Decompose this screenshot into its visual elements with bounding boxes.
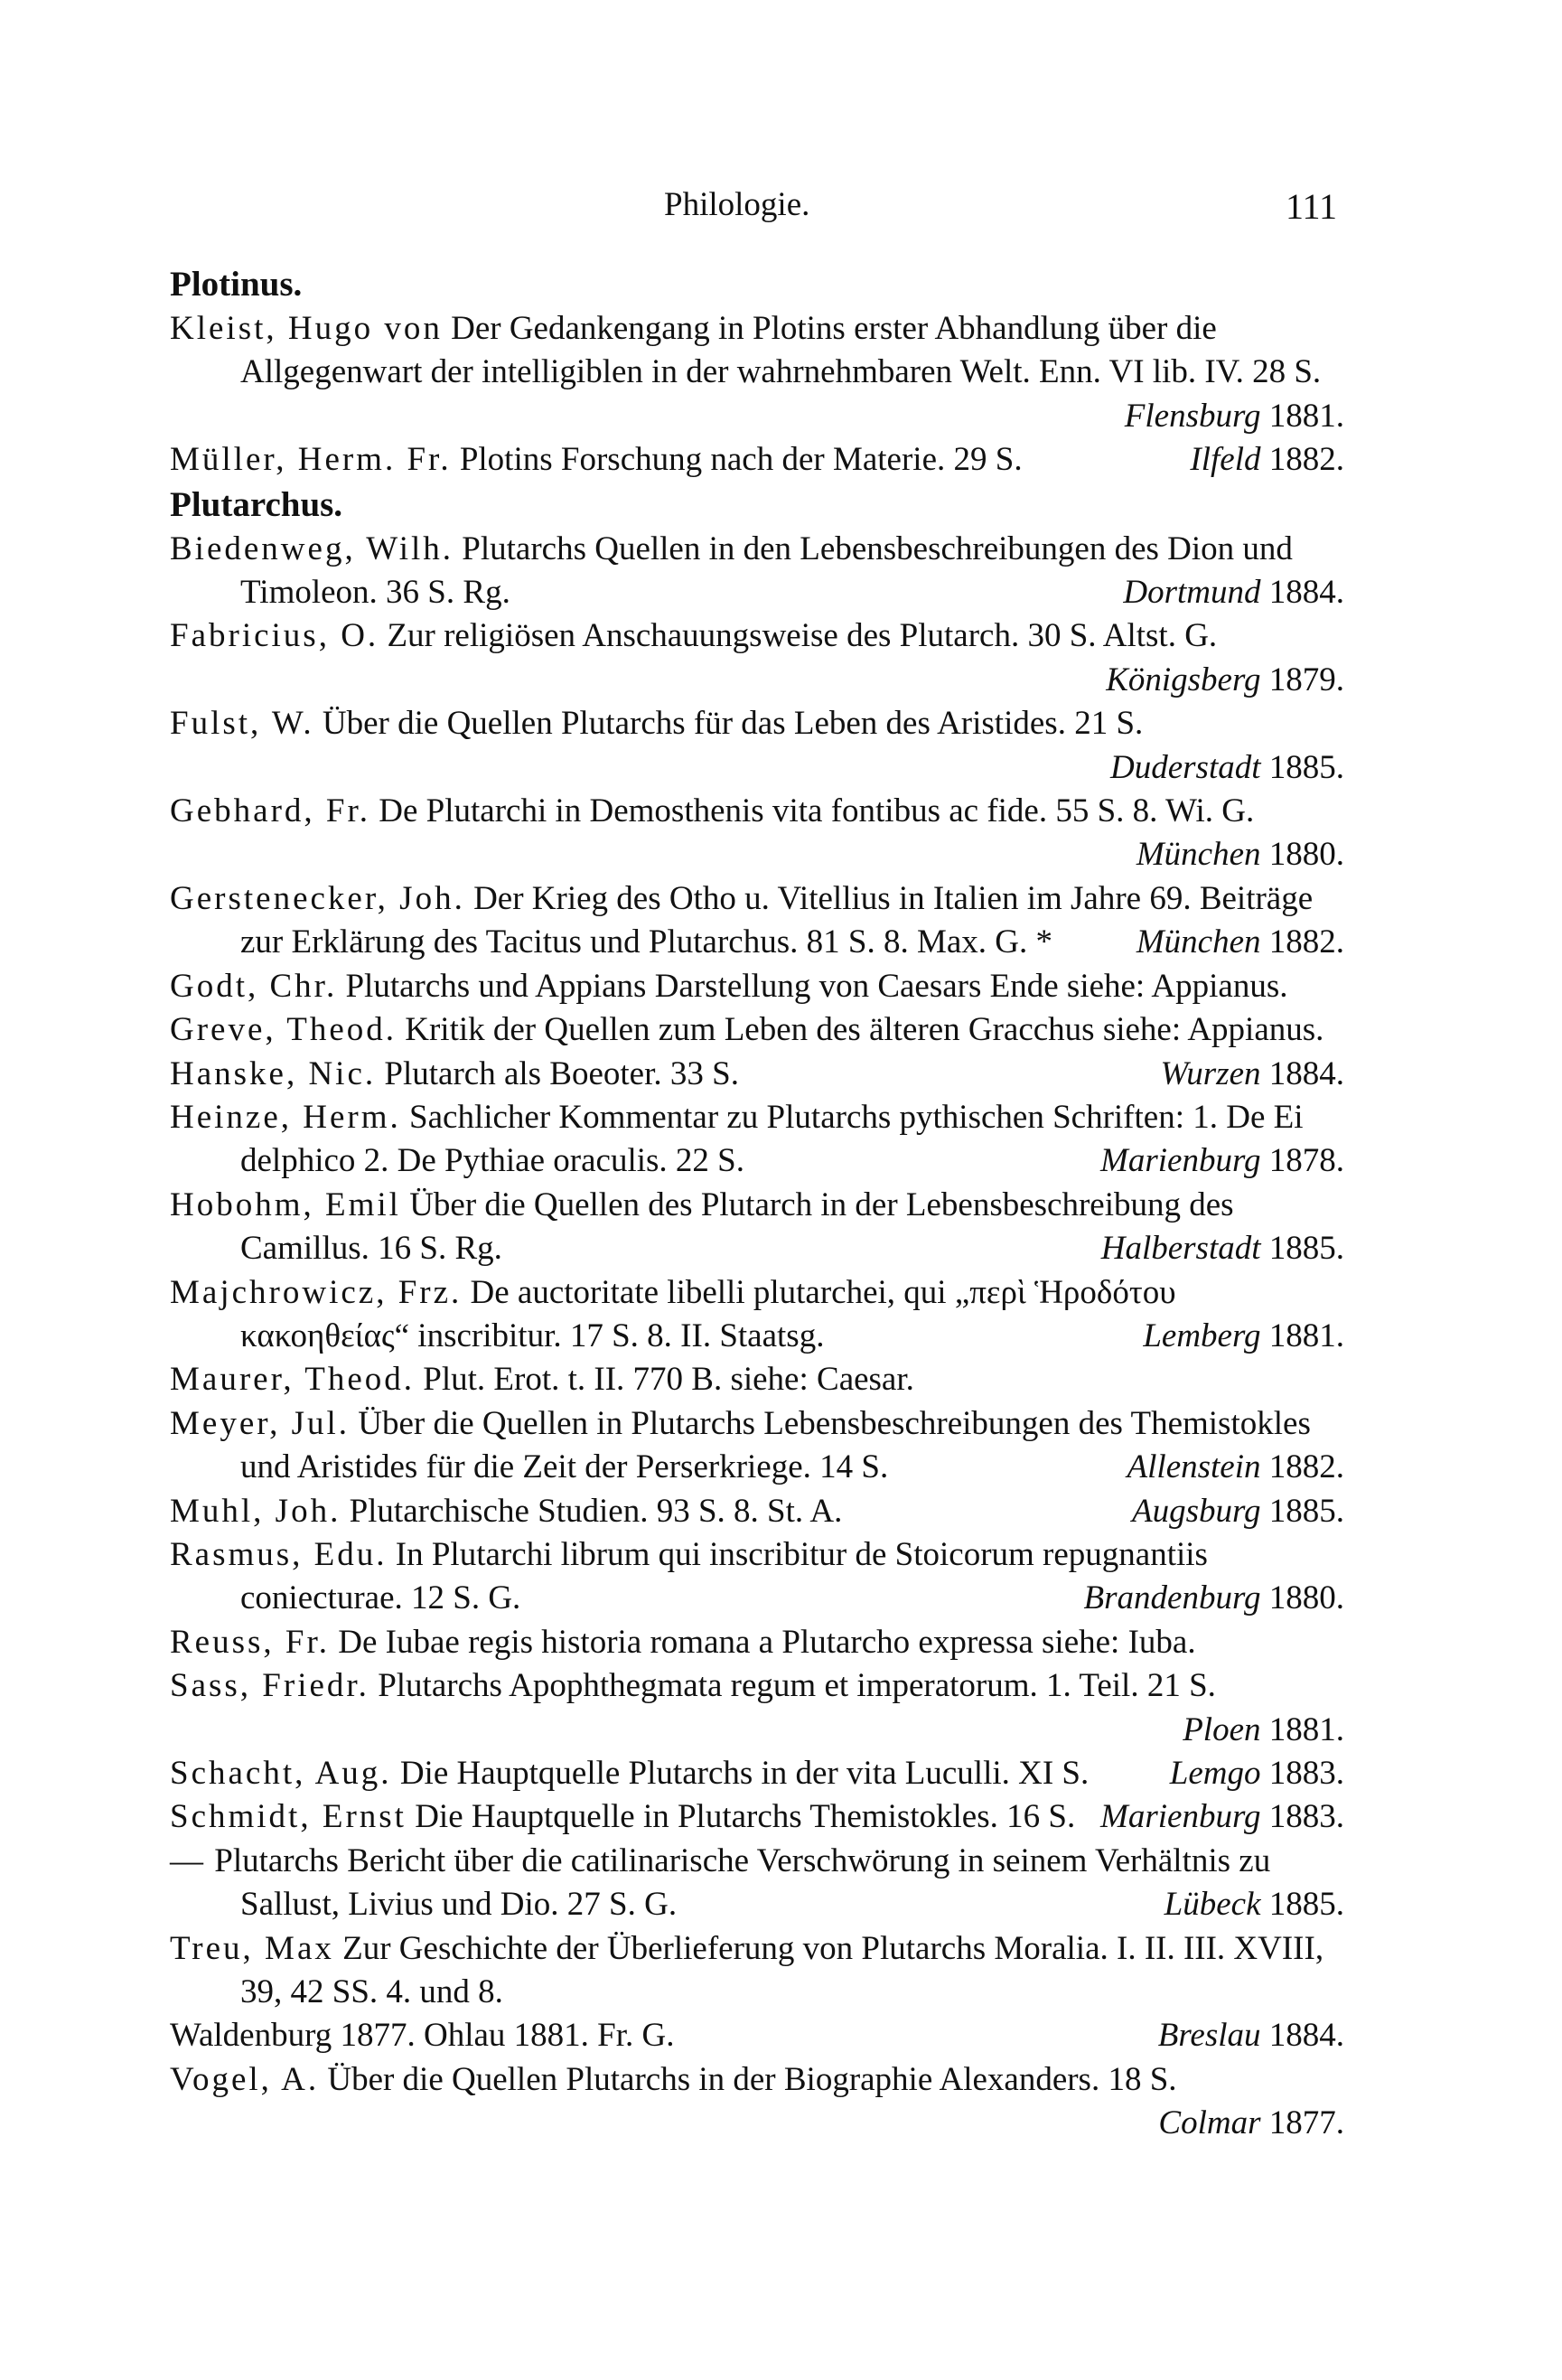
bib-entry — [170, 614, 1344, 702]
bib-entry — [170, 1752, 1344, 1795]
entry-year: 1884. — [1268, 574, 1344, 612]
entry-author: Muhl, Joh. — [170, 1492, 341, 1530]
entry-text: Plutarch als Boeoter. 33 S. — [384, 1054, 739, 1092]
entry-text: Zur Geschichte der Überlieferung von Plutarchs Moralia. I. II. III. XVIII, 39, 42 SS. 4. und 8. — [240, 1929, 1324, 2011]
entry-place-year — [1127, 1446, 1344, 1489]
bib-entry — [170, 790, 1344, 877]
entry-author: Majchrowicz, Frz. — [170, 1273, 463, 1311]
entry-text: Waldenburg 1877. Ohlau 1881. Fr. G. — [170, 2017, 675, 2055]
entry-year: 1880. — [1268, 1579, 1344, 1617]
bib-entry — [170, 1490, 1344, 1533]
entry-author: Greve, Theod. — [170, 1011, 397, 1049]
entry-text: Der Krieg des Otho u. Vitellius in Italien im Jahre 69. Beiträge zur Erklärung des Tacitus und Plutarchus. 81 S. 8. Max. G. * — [240, 879, 1314, 961]
entry-year: 1880. — [1268, 836, 1344, 874]
bib-entry — [170, 1358, 1344, 1401]
entry-author: — — [170, 1841, 206, 1879]
entry-place: Lemberg — [1143, 1316, 1261, 1354]
entry-place-year — [1158, 2014, 1344, 2057]
bib-entry — [170, 1184, 1344, 1271]
entry-author: Schmidt, Ernst — [170, 1798, 407, 1836]
entry-place-year — [1100, 1139, 1344, 1183]
entry-place: München — [1136, 836, 1261, 874]
entry-place-year — [1143, 1315, 1344, 1358]
entry-year: 1884. — [1268, 1054, 1344, 1092]
entry-author: Treu, Max — [170, 1929, 334, 1967]
bib-entry — [170, 1795, 1344, 1839]
page-number: 111 — [1285, 186, 1337, 227]
bib-entry — [170, 2014, 1344, 2057]
entry-author: Müller, Herm. Fr. — [170, 441, 452, 479]
entry-text: Zur religiösen Anschauungsweise des Plutarch. 30 S. Altst. G. — [387, 617, 1218, 655]
entry-author: Reuss, Fr. — [170, 1623, 331, 1661]
entry-place-year — [1136, 921, 1344, 964]
entry-text: Der Gedankengang in Plotins erster Abhandlung über die Allgegenwart der intelligiblen in der wahrnehmbaren Welt. Enn. VI lib. IV. 28 S. — [240, 310, 1322, 391]
entry-year: 1878. — [1268, 1142, 1344, 1180]
entry-author: Heinze, Herm. — [170, 1098, 401, 1136]
entry-year: 1882. — [1268, 441, 1344, 479]
entry-text: Über die Quellen des Plutarch in der Lebensbeschreibung des Camillus. 16 S. Rg. — [240, 1185, 1234, 1268]
bib-entry — [170, 1927, 1344, 2015]
entry-year: 1883. — [1268, 1798, 1344, 1836]
entry-place: Allenstein — [1127, 1448, 1261, 1486]
entry-place: Lübeck — [1164, 1886, 1261, 1924]
bib-entry — [170, 877, 1344, 965]
bib-entry — [170, 1008, 1344, 1052]
bib-entry — [170, 702, 1344, 790]
bib-entry — [170, 1271, 1344, 1359]
entry-year: 1885. — [1268, 1230, 1344, 1268]
bib-entry — [170, 528, 1344, 615]
entry-year: 1882. — [1268, 1448, 1344, 1486]
entry-author: Sass, Friedr. — [170, 1667, 369, 1705]
entry-text: Plut. Erot. t. II. 770 B. siehe: Caesar. — [423, 1361, 914, 1399]
entry-year: 1883. — [1268, 1755, 1344, 1792]
entry-author: Hanske, Nic. — [170, 1054, 377, 1092]
entry-place: Halberstadt — [1100, 1230, 1261, 1268]
entry-place-year — [1084, 1577, 1344, 1620]
running-title: Philologie. — [664, 186, 810, 223]
entry-place-year — [1101, 1227, 1344, 1270]
entry-text: De Plutarchi in Demosthenis vita fontibus ac fide. 55 S. 8. Wi. G. — [379, 792, 1255, 830]
entry-place-year — [1110, 746, 1344, 790]
entry-place: München — [1136, 923, 1261, 961]
entry-place-year — [1100, 1795, 1344, 1839]
section-heading-plutarchus: Plutarchus. — [170, 484, 343, 524]
entry-place: Ilfeld — [1190, 441, 1261, 479]
entry-place: Breslau — [1157, 2017, 1261, 2055]
entry-text: Plotins Forschung nach der Materie. 29 S. — [459, 441, 1023, 479]
entry-place-year — [1123, 571, 1344, 614]
entry-year: 1881. — [1268, 397, 1344, 435]
entry-text: Über die Quellen Plutarchs für das Leben des Aristides. 21 S. — [322, 705, 1144, 743]
entry-place-year — [1125, 395, 1344, 438]
entry-place: Brandenburg — [1083, 1579, 1261, 1617]
entry-place: Lemgo — [1169, 1755, 1261, 1792]
entry-text: Plutarchs Quellen in den Lebensbeschreibungen des Dion und Timoleon. 36 S. Rg. — [240, 529, 1293, 612]
bibliography-list — [170, 262, 1344, 2146]
entry-place: Marienburg — [1100, 1798, 1261, 1836]
bib-entry — [170, 1533, 1344, 1621]
entry-year: 1885. — [1268, 1492, 1344, 1530]
entry-place-year — [1190, 438, 1344, 482]
entry-author: Fabricius, O. — [170, 617, 379, 655]
entry-place-year — [1161, 1053, 1345, 1096]
entry-text: Über die Quellen in Plutarchs Lebensbeschreibungen des Themistokles und Aristides für die Zeit der Perserkriege. 14 S. — [240, 1404, 1311, 1486]
entry-text: De Iubae regis historia romana a Plutarcho expressa siehe: Iuba. — [338, 1623, 1196, 1661]
entry-author: Meyer, Jul. — [170, 1404, 351, 1442]
entry-place-year — [1136, 833, 1344, 876]
bib-entry — [170, 965, 1344, 1008]
bib-entry — [170, 1053, 1344, 1096]
entry-year: 1885. — [1268, 748, 1344, 786]
bib-entry — [170, 1096, 1344, 1184]
page-header — [664, 185, 1337, 230]
entry-text: Sachlicher Kommentar zu Plutarchs pythischen Schriften: 1. De Ei delphico 2. De Pythiae oraculis. 22 S. — [240, 1098, 1304, 1180]
entry-place-year — [1164, 1883, 1344, 1926]
bib-entry — [170, 438, 1344, 482]
bib-entry — [170, 307, 1344, 438]
entry-year: 1882. — [1268, 923, 1344, 961]
entry-author: Schacht, Aug. — [170, 1755, 392, 1792]
entry-place: Colmar — [1158, 2104, 1261, 2142]
entry-text: In Plutarchi librum qui inscribitur de Stoicorum repugnantiis coniecturae. 12 S. G. — [240, 1535, 1208, 1617]
bib-entry — [170, 1402, 1344, 1490]
entry-place-year — [1106, 659, 1344, 702]
entry-place: Dortmund — [1123, 574, 1261, 612]
entry-place-year — [1158, 2102, 1344, 2145]
entry-place: Königsberg — [1106, 661, 1261, 698]
entry-text: Plutarchs Bericht über die catilinarische Verschwörung in seinem Verhältnis zu Sallust, Livius und Dio. 27 S. G. — [214, 1841, 1271, 1924]
entry-author: Fulst, W. — [170, 705, 314, 743]
entry-author: Kleist, Hugo von — [170, 310, 443, 347]
entry-author: Vogel, A. — [170, 2060, 320, 2098]
entry-place-year — [1132, 1490, 1344, 1533]
entry-author: Biedenweg, Wilh. — [170, 529, 454, 567]
entry-text: Plutarchs und Appians Darstellung von Caesars Ende siehe: Appianus. — [345, 967, 1288, 1005]
entry-year: 1885. — [1268, 1886, 1344, 1924]
entry-author: Gebhard, Fr. — [170, 792, 370, 830]
entry-author: Rasmus, Edu. — [170, 1535, 388, 1573]
section-heading-plotinus: Plotinus. — [170, 265, 303, 304]
entry-text: De auctoritate libelli plutarchei, qui „περὶ Ἡροδότου κακοηθείας“ inscribitur. 17 S. 8. II. Staatsg. — [240, 1273, 1176, 1354]
entry-text: Die Hauptquelle in Plutarchs Themistokles. 16 S. — [415, 1798, 1076, 1836]
bib-entry — [170, 1664, 1344, 1752]
entry-place-year — [1170, 1752, 1344, 1795]
entry-text: Plutarchische Studien. 93 S. 8. St. A. — [349, 1492, 843, 1530]
entry-place: Augsburg — [1131, 1492, 1261, 1530]
entry-text: Kritik der Quellen zum Leben des älteren Gracchus siehe: Appianus. — [405, 1011, 1324, 1049]
entry-place: Ploen — [1183, 1710, 1261, 1748]
entry-place: Duderstadt — [1110, 748, 1261, 786]
entry-text: Plutarchs Apophthegmata regum et imperatorum. 1. Teil. 21 S. — [378, 1667, 1216, 1705]
entry-text: Die Hauptquelle Plutarchs in der vita Luculli. XI S. — [399, 1755, 1090, 1792]
entry-text: Über die Quellen Plutarchs in der Biographie Alexanders. 18 S. — [327, 2060, 1177, 2098]
entry-year: 1881. — [1268, 1316, 1344, 1354]
entry-author: Godt, Chr. — [170, 967, 338, 1005]
entry-place: Flensburg — [1124, 397, 1261, 435]
entry-place: Wurzen — [1160, 1054, 1261, 1092]
entry-author: Gerstenecker, Joh. — [170, 879, 465, 917]
bib-entry — [170, 1840, 1344, 1927]
bib-entry — [170, 1621, 1344, 1664]
bib-entry — [170, 2058, 1344, 2146]
entry-place: Marienburg — [1100, 1142, 1261, 1180]
plutarch-entries — [170, 528, 1344, 2146]
entry-year: 1879. — [1268, 661, 1344, 698]
entry-author: Hobohm, Emil — [170, 1185, 401, 1223]
entry-year: 1881. — [1268, 1710, 1344, 1748]
entry-year: 1877. — [1268, 2104, 1344, 2142]
entry-place-year — [1183, 1709, 1344, 1752]
entry-author: Maurer, Theod. — [170, 1361, 416, 1399]
entry-year: 1884. — [1268, 2017, 1344, 2055]
